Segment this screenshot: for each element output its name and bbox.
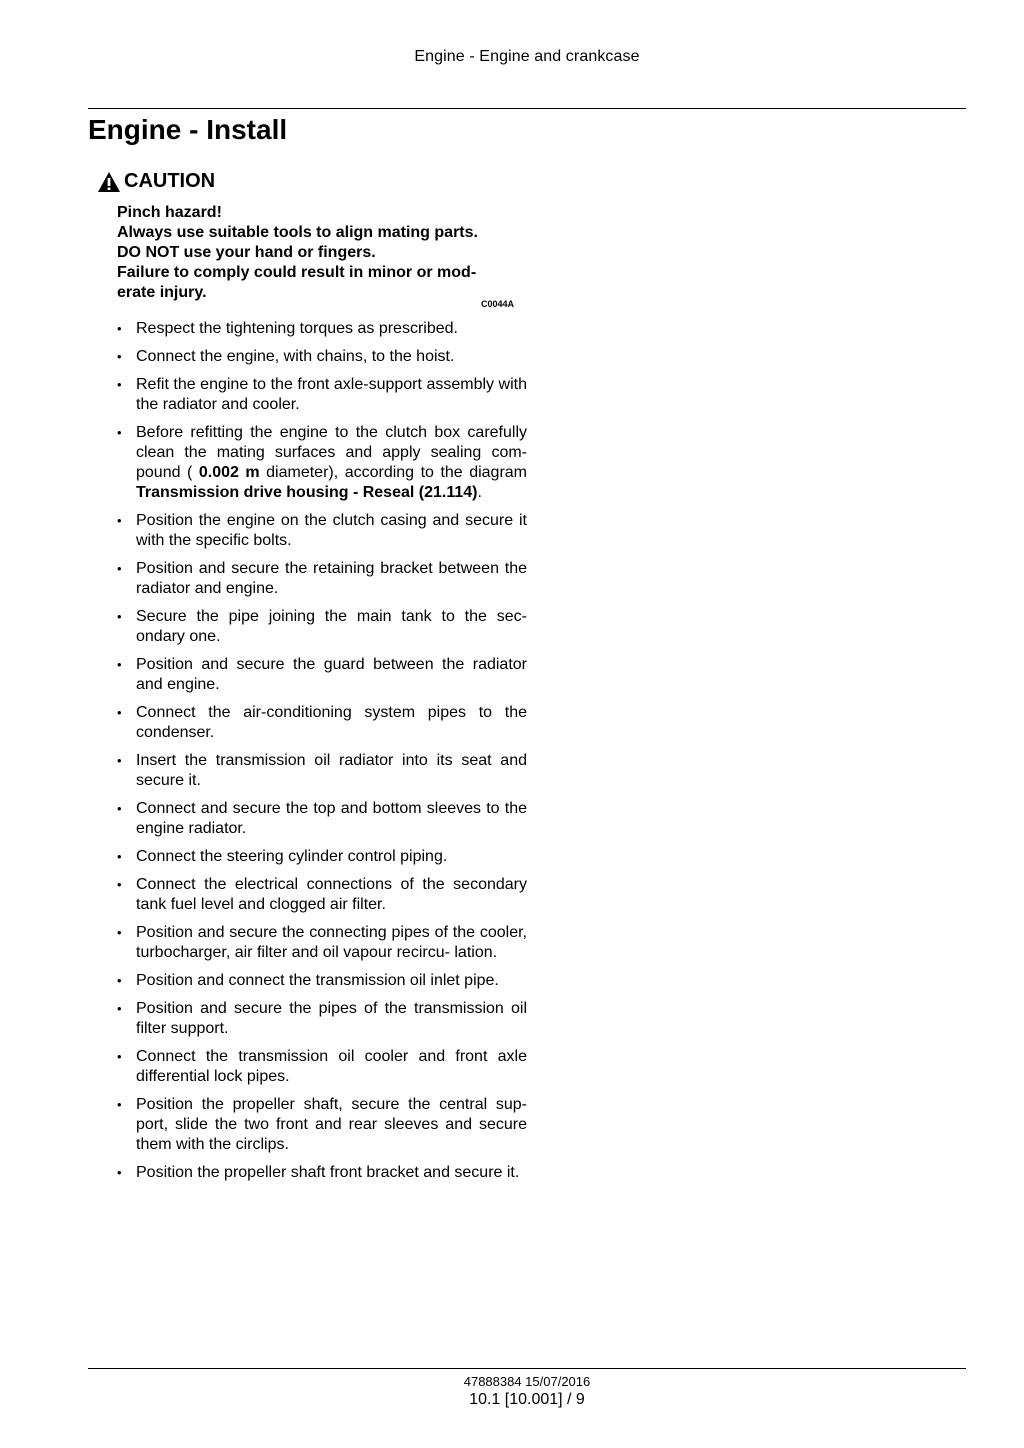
step-item: • Connect the steering cylinder control piping. [117, 847, 527, 867]
caution-code: C0044A [481, 299, 515, 309]
procedure-steps [117, 319, 527, 1191]
footer-document-ref: 47888384 15/07/2016 [463, 1374, 591, 1389]
step-item: • Connect the transmission oil cooler and front axle differential lock pipes. [117, 1047, 527, 1087]
step-item: • Refit the engine to the front axle-support assembly with the radiator and cooler. [117, 375, 527, 415]
step-item: • Respect the tightening torques as prescribed. [117, 319, 527, 339]
step-text: . [477, 484, 482, 501]
step-item: • Connect the air-conditioning system pipes to the condenser. [117, 703, 527, 743]
caution-line: erate injury. [117, 284, 207, 301]
step-text: Before refitting the engine to the clutch box carefully clean the mating surfaces and apply sealing com- pound ( [136, 424, 527, 481]
step-item: • Secure the pipe joining the main tank to the sec- ondary one. [117, 607, 527, 647]
warning-triangle-icon [97, 171, 121, 193]
step-item: • Position the engine on the clutch casing and secure it with the specific bolts. [117, 511, 527, 551]
running-header: Engine - Engine and crankcase [414, 48, 640, 65]
caution-line: Pinch hazard! [117, 204, 222, 221]
step-item: • Position the propeller shaft, secure the central sup- port, slide the two front and rear sleeves and secure them with the circlips. [117, 1095, 527, 1155]
step-item: • Position and secure the guard between the radiator and engine. [117, 655, 527, 695]
step-item: • Position and connect the transmission oil inlet pipe. [117, 971, 527, 991]
step-item: • Position and secure the pipes of the transmission oil filter support. [117, 999, 527, 1039]
step-item [117, 423, 527, 503]
step-item: • Insert the transmission oil radiator into its seat and secure it. [117, 751, 527, 791]
step-item: • Connect and secure the top and bottom sleeves to the engine radiator. [117, 799, 527, 839]
sealant-diameter-value: 0.002 m [198, 464, 260, 481]
caution-line: Always use suitable tools to align mating parts. [117, 224, 478, 241]
caution-label: CAUTION [124, 170, 216, 192]
header-rule [88, 108, 966, 109]
step-item: • Connect the engine, with chains, to the hoist. [117, 347, 527, 367]
caution-line: DO NOT use your hand or fingers. [117, 244, 376, 261]
page-title: Engine - Install [88, 114, 288, 145]
cross-reference-link[interactable]: Transmission drive housing - Reseal (21.114) [136, 484, 478, 501]
caution-message [117, 203, 517, 303]
step-item: • Position and secure the retaining bracket between the radiator and engine. [117, 559, 527, 599]
footer-page-ref: 10.1 [10.001] / 9 [469, 1391, 585, 1408]
caution-line: Failure to comply could result in minor or mod- [117, 264, 477, 281]
step-item: • Position and secure the connecting pipes of the cooler, turbocharger, air filter and oil vapour recircu- lation. [117, 923, 527, 963]
footer-rule [88, 1368, 966, 1369]
step-text: diameter), according to the diagram [259, 464, 527, 481]
step-item: • Position the propeller shaft front bracket and secure it. [117, 1163, 527, 1183]
step-item: • Connect the electrical connections of the secondary tank fuel level and clogged air filter. [117, 875, 527, 915]
caution-heading [97, 170, 215, 193]
